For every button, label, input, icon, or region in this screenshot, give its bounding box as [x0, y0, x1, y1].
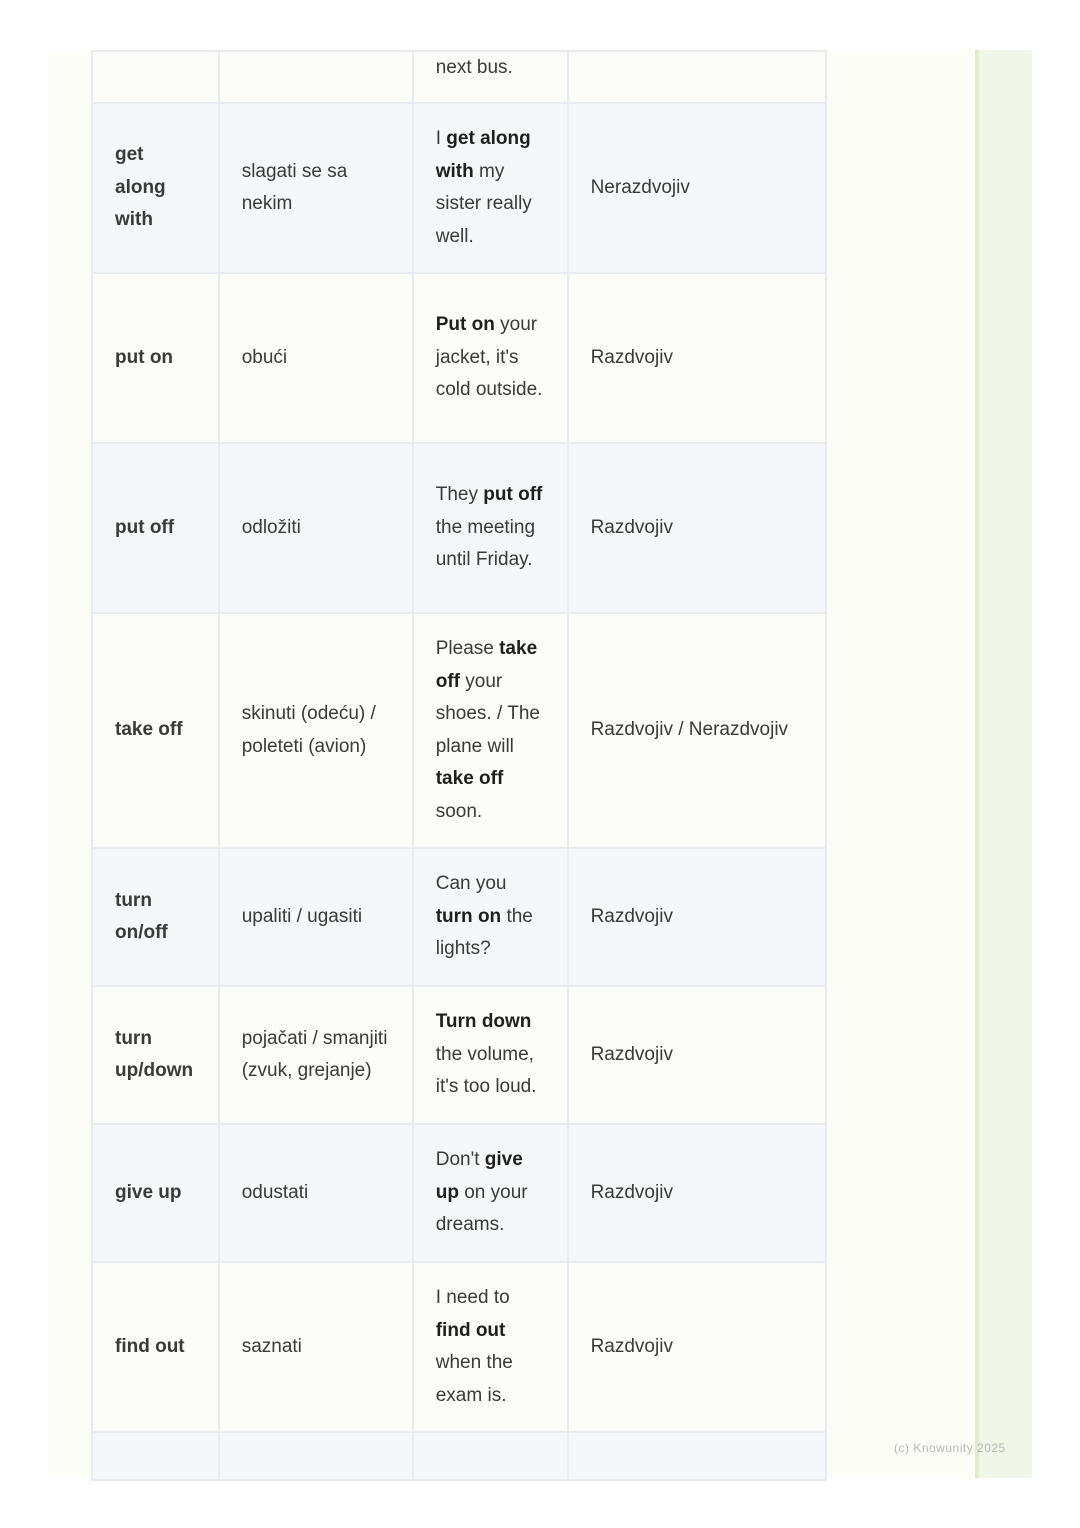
phrasal-verb-cell [92, 1432, 219, 1480]
example-highlight: get along with [435, 128, 531, 182]
example-text: I need to [435, 1287, 510, 1308]
example-cell [413, 1262, 568, 1432]
meaning-cell: upaliti / ugasiti [219, 848, 413, 986]
example-cell [413, 443, 568, 613]
table-row [92, 1432, 826, 1480]
table-row [92, 443, 826, 613]
table-row [92, 103, 826, 273]
separability-cell: Razdvojiv [568, 1262, 826, 1432]
example-text: the lights? [435, 905, 533, 960]
example-text: Don't [435, 1149, 485, 1171]
example-cell [413, 613, 568, 848]
meaning-cell [219, 1432, 413, 1480]
example-text: Can you [435, 873, 507, 895]
example-cell [413, 986, 568, 1124]
example-highlight: take off [435, 638, 538, 692]
phrasal-verb-cell: get along with [92, 103, 219, 273]
example-text: your shoes. / The plane will [435, 670, 540, 757]
meaning-cell: saznati [219, 1262, 413, 1432]
meaning-cell: odustati [219, 1124, 413, 1262]
side-margin-strip [975, 50, 1032, 1478]
table-row [92, 51, 826, 103]
separability-cell: Razdvojiv [568, 443, 826, 613]
table-row [92, 613, 826, 848]
copyright-watermark: (c) Knowunity 2025 [894, 1441, 1006, 1455]
example-highlight: Turn down [435, 1011, 532, 1033]
separability-cell: Razdvojiv [568, 1124, 826, 1262]
meaning-cell: odložiti [219, 443, 413, 613]
example-cell [413, 103, 568, 273]
table-row [92, 273, 826, 443]
phrasal-verb-cell: put off [92, 443, 219, 613]
example-text: I [435, 128, 447, 149]
example-highlight: take off [435, 768, 504, 789]
meaning-cell: pojačati / smanjiti (zvuk, grejanje) [219, 986, 413, 1124]
meaning-cell: obući [219, 273, 413, 443]
meaning-cell: slagati se sa nekim [219, 103, 413, 273]
phrasal-verb-cell: give up [92, 1124, 219, 1262]
example-cell [413, 1432, 568, 1480]
example-text: my sister really well. [435, 160, 532, 247]
example-text: next bus. [435, 57, 513, 78]
phrasal-verb-cell: find out [92, 1262, 219, 1432]
phrasal-verb-cell: take off [92, 613, 219, 848]
example-text: the meeting until Friday. [435, 516, 536, 571]
example-text: the volume, it's too loud. [435, 1043, 537, 1098]
phrasal-verb-cell [92, 51, 219, 103]
separability-cell: Razdvojiv [568, 273, 826, 443]
phrasal-verb-cell: put on [92, 273, 219, 443]
example-highlight: give up [435, 1149, 523, 1203]
phrasal-verb-cell: turn on/off [92, 848, 219, 986]
phrasal-verb-cell: turn up/down [92, 986, 219, 1124]
example-text: your jacket, it's cold outside. [435, 314, 543, 401]
example-cell [413, 1124, 568, 1262]
separability-cell [568, 1432, 826, 1480]
meaning-cell [219, 51, 413, 103]
table-row [92, 1262, 826, 1432]
example-highlight: turn on [435, 905, 502, 927]
example-highlight: find out [435, 1319, 506, 1341]
example-cell [413, 273, 568, 443]
example-text: They [435, 484, 484, 506]
example-text: Please [435, 638, 500, 659]
example-text: soon. [435, 800, 483, 822]
example-cell [413, 51, 568, 103]
meaning-cell: skinuti (odeću) / poleteti (avion) [219, 613, 413, 848]
separability-cell: Razdvojiv [568, 986, 826, 1124]
table-row [92, 986, 826, 1124]
phrasal-verbs-table [91, 50, 827, 1481]
example-cell [413, 848, 568, 986]
example-text: when the exam is. [435, 1352, 513, 1406]
separability-cell [568, 51, 826, 103]
separability-cell: Nerazdvojiv [568, 103, 826, 273]
example-text: on your dreams. [435, 1181, 528, 1236]
separability-cell: Razdvojiv [568, 848, 826, 986]
example-highlight: put off [483, 484, 543, 506]
example-highlight: Put on [435, 314, 495, 336]
separability-cell: Razdvojiv / Nerazdvojiv [568, 613, 826, 848]
table-row [92, 848, 826, 986]
table-row [92, 1124, 826, 1262]
